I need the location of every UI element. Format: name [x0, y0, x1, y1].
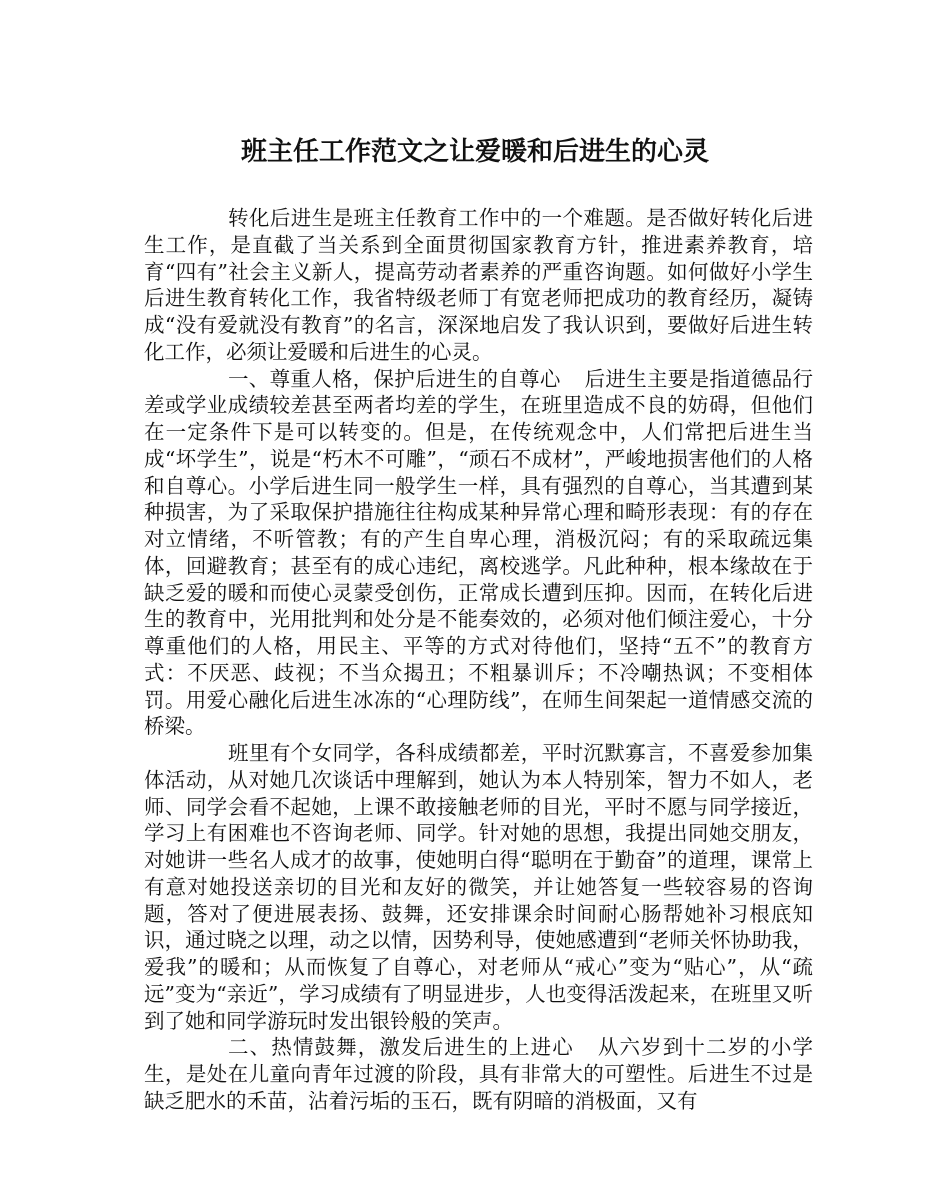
paragraph-example — [144, 740, 813, 1034]
section-heading-2: 二、热情鼓舞，激发后进生的上进心 — [228, 1035, 574, 1060]
document-title: 班主任工作范文之让爱暖和后进生的心灵 — [240, 137, 709, 167]
paragraph-intro — [144, 205, 813, 366]
paragraph-text: 后进生主要是指道德品行差或学业成绩较差甚至两者均差的学生，在班里造成不良的妨碍，但他们在一定条件下是可以转变的。但是，在传统观念中，人们常把后进生当成“坏学生”，说是“朽木不可雕”，“顽石不成材”，严峻地损害他们的人格和自尊心。小学后进生同一般学生一样，具有强烈的自尊心，当其遭到某种损害，为了采取保护措施往往构成某种异常心理和畸形表现：有的存在对立情绪，不听管教；有的产生自卑心理，消极沉闷；有的采取疏远集体，回避教育；甚至有的成心违纪，离校逃学。凡此种种，根本缘故在于缺乏爱的暖和而使心灵蒙受创伤，正常成长遭到压抑。因而，在转化后进生的教育中，光用批判和处分是不能奏效的，必须对他们倾注爱心，十分尊重他们的人格，用民主、平等的方式对待他们，坚持“五不”的教育方式：不厌恶、歧视；不当众揭丑；不粗暴训斥；不冷嘲热讽；不变相体罚。用爱心融化后进生冰冻的“心理防线”，在师生间架起一道情感交流的桥梁。 — [144, 366, 814, 739]
paragraph-text: 班里有个女同学，各科成绩都差，平时沉默寡言，不喜爱参加集体活动，从对她几次谈话中理解到，她认为本人特别笨，智力不如人，老师、同学会看不起她，上课不敢接触老师的目光，平时不愿与同学接近，学习上有困难也不咨询老师、同学。针对她的思想，我提出同她交朋友，对她讲一些名人成才的故事，使她明白得“聪明在于勤奋”的道理，课常上有意对她投送亲切的目光和友好的微笑，并让她答复一些较容易的咨询题，答对了便进展表扬、鼓舞，还安排课余时间耐心肠帮她补习根底知识，通过晓之以理，动之以情，因势利导，使她感遭到“老师关怀协助我，爱我”的暖和；从而恢复了自尊心，对老师从“戒心”变为“贴心”，从“疏远”变为“亲近”，学习成绩有了明显进步，人也变得活泼起来，在班里又听到了她和同学游玩时发出银铃般的笑声。 — [144, 741, 813, 1033]
document-body — [144, 205, 813, 1115]
section-heading-1: 一、尊重人格，保护后进生的自尊心 — [228, 366, 561, 391]
paragraph-section-1 — [144, 366, 813, 741]
paragraph-text: 从六岁到十二岁的小学生，是处在儿童向青年过渡的阶段，具有非常大的可塑性。后进生不过是缺乏肥水的禾苗，沾着污垢的玉石，既有阴暗的消极面，又有 — [144, 1035, 814, 1113]
paragraph-section-2 — [144, 1034, 813, 1114]
paragraph-text: 转化后进生是班主任教育工作中的一个难题。是否做好转化后进生工作，是直截了当关系到全面贯彻国家教育方针，推进素养教育，培育“四有”社会主义新人，提高劳动者素养的严重咨询题。如何做好小学生后进生教育转化工作，我省特级老师丁有宽老师把成功的教育经历，凝铸成“没有爱就没有教育”的名言，深深地启发了我认识到，要做好后进生转化工作，必须让爱暖和后进生的心灵。 — [144, 206, 813, 364]
